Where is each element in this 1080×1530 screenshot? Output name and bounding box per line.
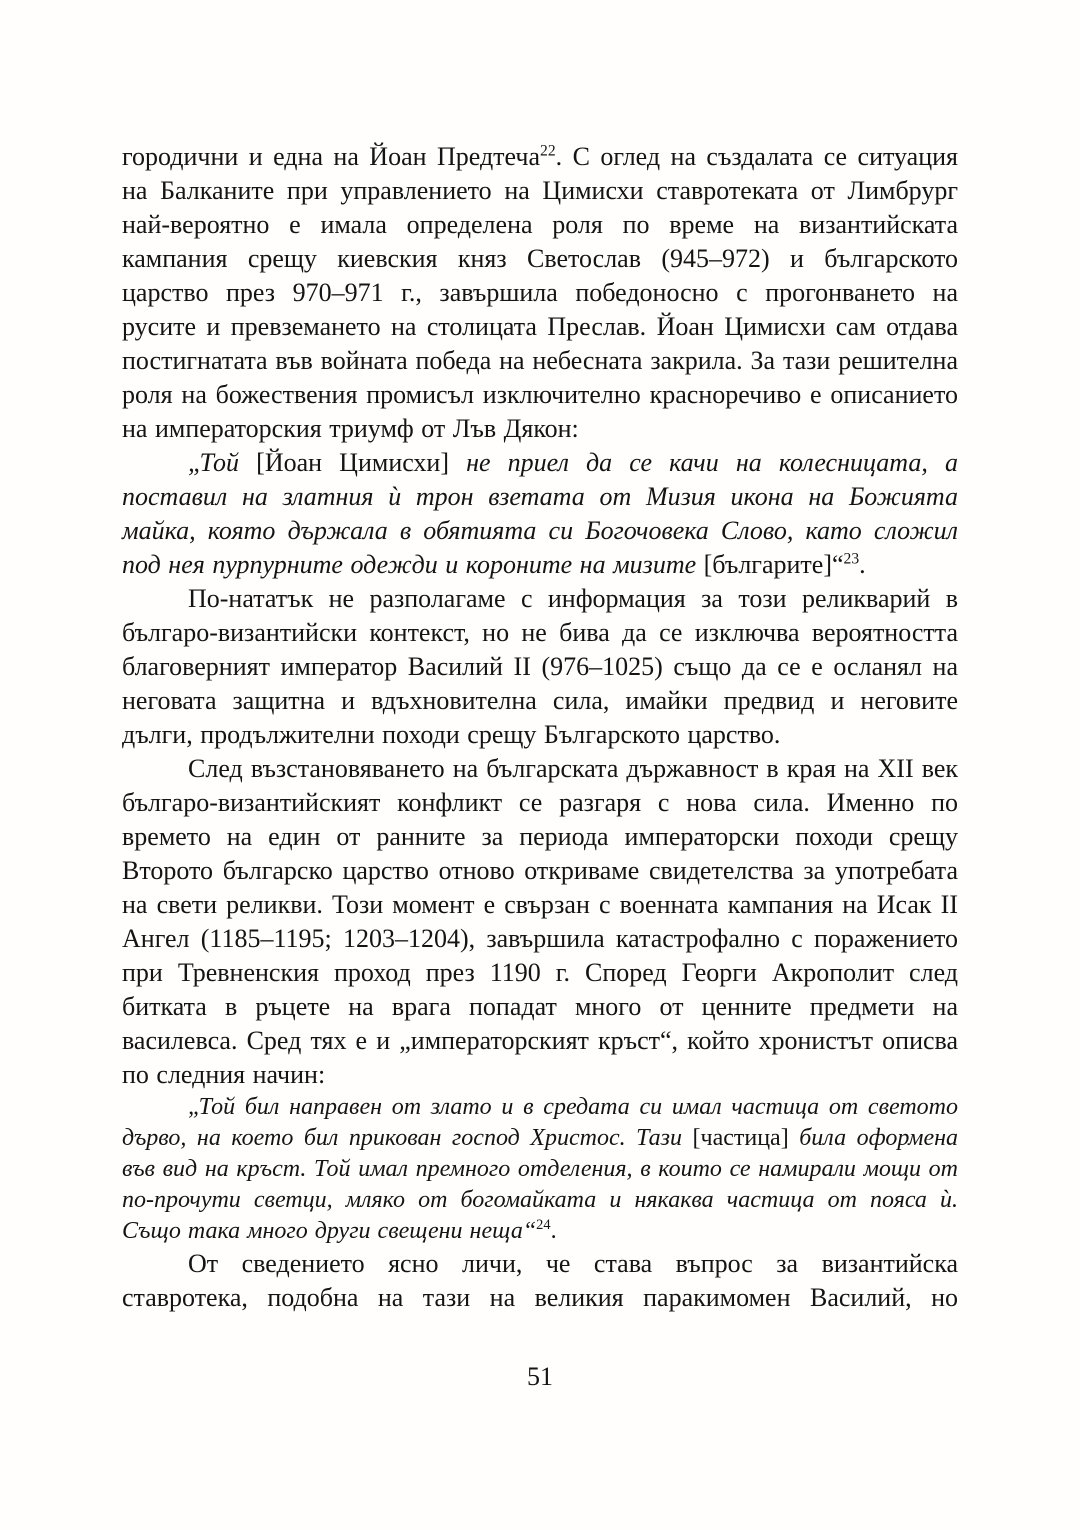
text-run: не приел да се качи на колесницата, а поставил на златния ѝ трон взетата от Мизия икона на Божията майка, която държала в обятията си Богочовека Слово, като сложил под нея пурпурните одежди и короните на мизите <box>122 448 959 579</box>
paragraph-body-3 <box>122 752 958 1092</box>
text-block <box>122 140 958 1315</box>
text-run: По-нататък не разполагаме с информация за този реликварий в българо-византийски контекст, но не бива да се изключва вероятността благоверният император Василий II (976–1025) също да се е осланял на неговата защитна и вдъхновителна сила, имайки предвид и неговите дълги, продължителни походи срещу Българското царство. <box>122 584 958 749</box>
footnote-ref: 23 <box>843 550 860 568</box>
text-run: [българите]“ <box>696 550 844 579</box>
text-run: . <box>859 550 866 579</box>
paragraph-quote-2 <box>122 1092 958 1247</box>
text-run: городични и една на Йоан Предтеча <box>122 142 541 171</box>
page-number: 51 <box>527 1362 553 1391</box>
text-run: била оформена във вид на кръст. Той имал премного отделения, в които се намирали мощи от по-прочути светци, мляко от богомайката и някаква частица от пояса ѝ. Също така много други свещени неща“ <box>122 1125 958 1244</box>
text-run: „Той <box>188 448 257 477</box>
text-run: . С оглед на създалата се ситуация на Балканите при управлението на Цимисхи ставротеката от Лимбрург най-вероятно е имала определена роля по време на византийската кампания срещу киевския княз Светослав (945–972) и българското царство през 970–971 г., завършила победоносно с прогонването на русите и превземането на столицата Преслав. Йоан Цимисхи сам отдава постигнатата във войната победа на небесната закрила. За тази решителна роля на божествения промисъл изключително красноречиво е описанието на императорския триумф от Лъв Дякон: <box>122 142 958 443</box>
paragraph-quote-1 <box>122 446 958 582</box>
text-run: От сведението ясно личи, че става въпрос за византийска ставротека, подобна на тази на великия паракимомен Василий, но <box>122 1249 958 1312</box>
footnote-ref: 24 <box>536 1217 551 1233</box>
paragraph-body-4 <box>122 1247 958 1315</box>
paragraph-body-1 <box>122 140 958 446</box>
text-run: [частица] <box>692 1125 789 1151</box>
paragraph-body-2 <box>122 582 958 752</box>
text-run: „Той бил направен от злато и в средата си имал частица от светото дърво, на което бил прикован господ Христос. Тази <box>122 1094 958 1151</box>
text-run: [Йоан Цимисхи] <box>256 448 450 477</box>
footnote-ref: 22 <box>540 142 556 160</box>
text-run: . <box>550 1218 557 1244</box>
text-run: След възстановяването на българската държавност в края на XII век българо-византийският конфликт се разгаря с нова сила. Именно по времето на един от ранните за периода императорски походи срещу Второто българско царство отново откриваме свидетелства за употребата на свети реликви. Този момент е свързан с военната кампания на Исак II Ангел (1185–1195; 1203–1204), завършила катастрофално с поражението при Тревненския проход през 1190 г. Според Георги Акрополит след битката в ръцете на врага попадат много от ценните предмети на василевса. Сред тях е и „императорският кръст“, който хронистът описва по следния начин: <box>122 754 958 1089</box>
